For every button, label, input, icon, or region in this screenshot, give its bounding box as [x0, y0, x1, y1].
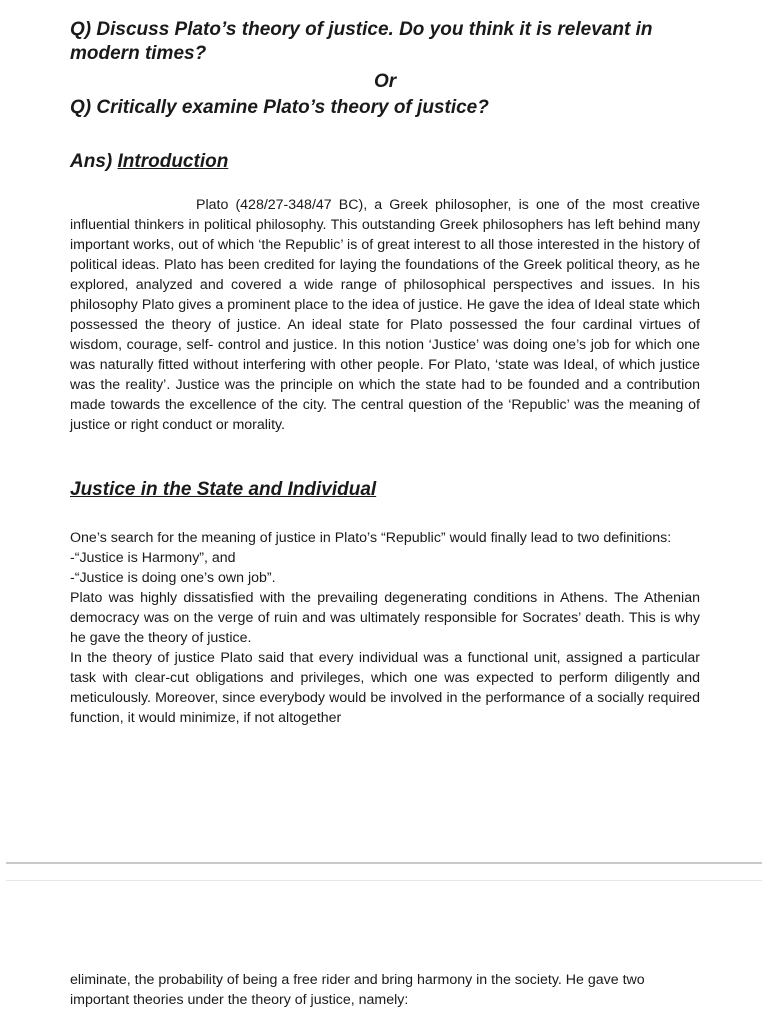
question-one: Q) Discuss Plato’s theory of justice. Do you think it is relevant in modern times?: [70, 19, 653, 64]
definition-own-job: -“Justice is doing one’s own job”.: [70, 570, 276, 586]
definitions-intro: One’s search for the meaning of justice in Plato’s “Republic” would finally lead to two definitions:: [70, 530, 672, 546]
or-separator-text: Or: [374, 71, 397, 92]
answer-prefix: Ans): [70, 151, 118, 172]
introduction-paragraph: Plato (428/27-348/47 BC), a Greek philosopher, is one of the most creative influential thinkers in political philosophy. This outstanding Greek philosophers has left behind many important works, out of which ‘the Republic’ is of great interest to all those interested in the history of political ideas. Plato has been credited for laying the foundations of the Greek political theory, as he explored, analyzed and covered a wide range of philosophical perspectives and issues. In his philosophy Plato gives a prominent place to the idea of justice. He gave the idea of Ideal state which possessed the theory of justice. An ideal state for Plato possessed the four cardinal virtues of wisdom, courage, self- control and justice. In this notion ‘Justice’ was doing one’s job for which one was naturally fitted without interfering with other people. For Plato, ‘state was Ideal, of which justice was the reality’. Justice was the principle on which the state had to be founded and a contribution made towards the excellence of the city. The central question of the ‘Republic’ was the meaning of justice or right conduct or morality.: [70, 197, 700, 433]
introduction-heading: [70, 150, 228, 174]
justice-section-body: [70, 528, 700, 728]
continuation-paragraph: eliminate, the probability of being a free rider and bring harmony in the society. He gave two important theories under the theory of justice, namely:: [70, 972, 645, 1008]
page-break-divider: [6, 862, 762, 864]
definition-harmony: -“Justice is Harmony”, and: [70, 550, 236, 566]
functional-unit-paragraph: In the theory of justice Plato said that every individual was a functional unit, assigned a particular task with clear-cut obligations and privileges, which one was expected to perform diligently and meticulously. Moreover, since everybody would be involved in the performance of a socially required function, it would minimize, if not altogether: [70, 650, 700, 726]
page-break-divider-shadow: [6, 880, 762, 881]
introduction-title: Introduction: [117, 151, 229, 172]
athens-paragraph: Plato was highly dissatisfied with the prevailing degenerating conditions in Athens. The Athenian democracy was on the verge of ruin and was ultimately responsible for Socrates’ death. This is why he gave the theory of justice.: [70, 590, 700, 646]
question-two: Q) Critically examine Plato’s theory of justice?: [70, 97, 489, 118]
justice-section-heading: Justice in the State and Individual: [70, 479, 377, 500]
